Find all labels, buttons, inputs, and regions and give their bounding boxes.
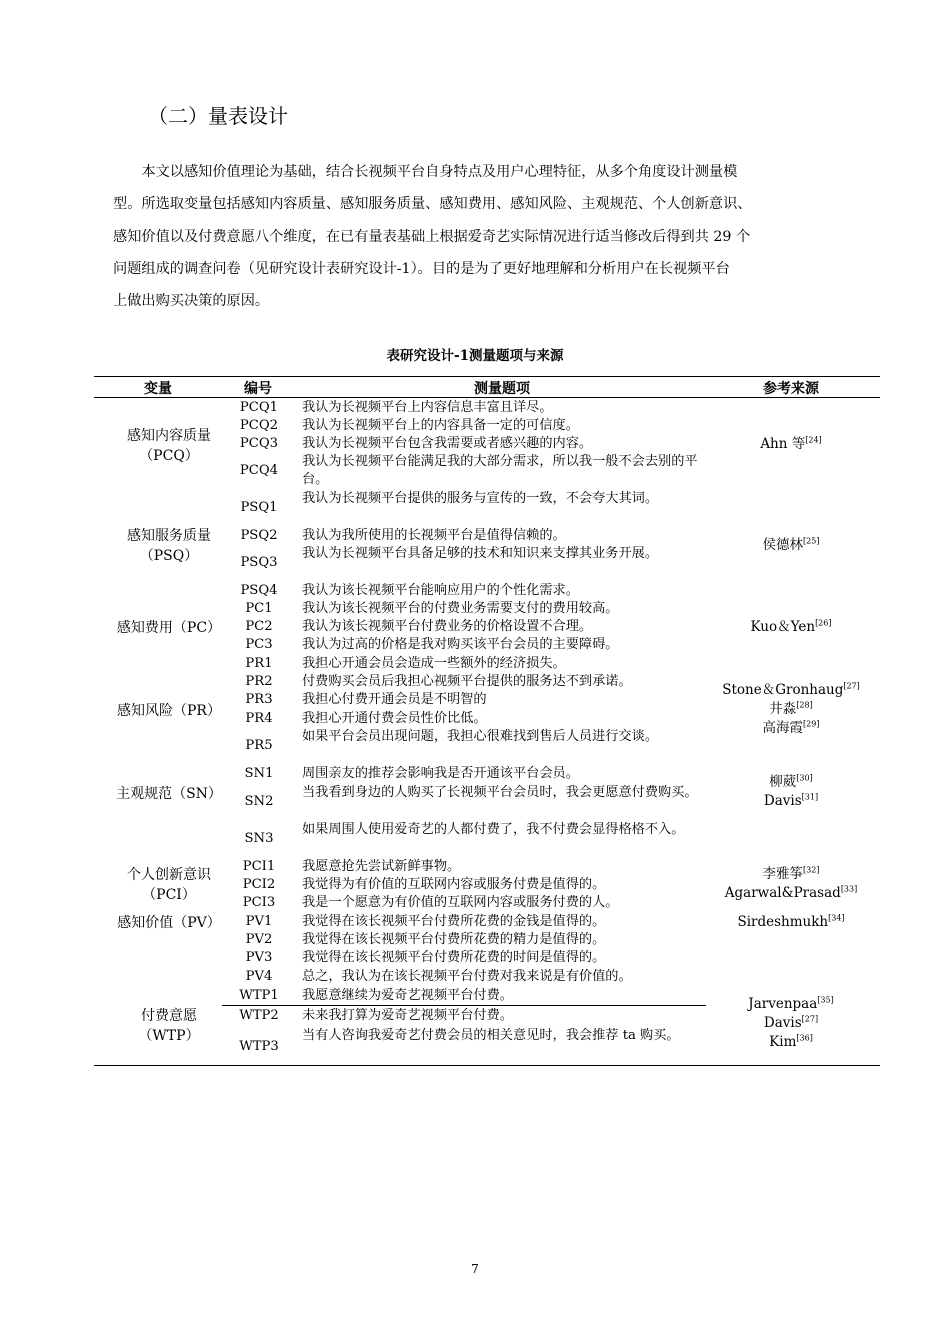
variable-wtp: [94, 1006, 244, 1046]
paragraph-line: 型。所选取变量包括感知内容质量、感知服务质量、感知费用、感知风险、主观规范、个人创新意识、: [113, 196, 752, 213]
source-wtp: [706, 995, 876, 1052]
variable-name: 感知内容质量: [127, 428, 211, 444]
item-code: PSQ3: [240, 555, 278, 570]
item-code: SN1: [244, 766, 274, 781]
variable-abbr: （PCI）: [142, 887, 196, 903]
source-pci: [706, 865, 876, 903]
item-text: 我担心开通会员会造成一些额外的经济损失。: [302, 656, 566, 671]
item-text: 我认为长视频平台上的内容具备一定的可信度。: [302, 418, 579, 433]
header-code: 编号: [244, 381, 272, 397]
variable-name: 感知风险（PR）: [117, 703, 221, 719]
source-name: Jarvenpaa: [748, 996, 818, 1012]
variable-pr: [94, 701, 244, 721]
item-text: 我认为长视频平台具备足够的技术和知识来支撑其业务开展。: [302, 546, 659, 561]
item-code: PCQ4: [239, 463, 279, 478]
item-text: 我觉得为有价值的互联网内容或服务付费是值得的。: [302, 877, 606, 892]
item-text: 如果平台会员出现问题，我担心很难找到售后人员进行交谈。: [302, 729, 659, 744]
wtp-separator: [222, 1005, 706, 1006]
item-code: PC1: [245, 601, 273, 616]
source-pr: [706, 681, 876, 738]
item-code: WTP1: [239, 988, 279, 1003]
item-text: 当有人咨询我爱奇艺付费会员的相关意见时，我会推荐 ta 购买。: [302, 1028, 680, 1043]
item-text: 我认为长视频平台包含我需要或者感兴趣的内容。: [302, 436, 593, 451]
item-code: PV4: [245, 969, 273, 984]
measurement-table: [94, 376, 880, 1066]
section-heading: （二）量表设计: [148, 104, 288, 128]
item-code: PR2: [245, 674, 273, 689]
source-name: Agarwal&Prasad: [724, 885, 841, 901]
header-item: 测量题项: [474, 381, 530, 397]
variable-pv: [94, 913, 244, 933]
source-name: Kim: [769, 1034, 797, 1050]
source-name: Sirdeshmukh: [737, 914, 829, 930]
item-code: WTP2: [239, 1008, 279, 1023]
item-code: PCI1: [242, 859, 276, 874]
table-caption: 表研究设计-1测量题项与来源: [386, 348, 564, 364]
variable-name: 付费意愿: [141, 1008, 197, 1024]
variable-abbr: （WTP）: [138, 1028, 200, 1044]
item-code: PR5: [245, 738, 273, 753]
item-text: 我认为长视频平台提供的服务与宣传的一致，不会夸大其词。: [302, 491, 659, 506]
source-pc: [706, 618, 876, 637]
paragraph-line: 本文以感知价值理论为基础，结合长视频平台自身特点及用户心理特征，从多个角度设计测量模: [113, 164, 738, 180]
citation: [30]: [796, 773, 813, 783]
item-text: 总之，我认为在该长视频平台付费对我来说是有价值的。: [302, 969, 632, 984]
item-text: 我觉得在该长视频平台付费所花费的精力是值得的。: [302, 932, 606, 947]
item-code: PCQ2: [239, 418, 279, 433]
variable-psq: [94, 526, 244, 566]
item-code: PSQ1: [240, 500, 278, 515]
item-text: 我是一个愿意为有价值的互联网内容或服务付费的人。: [302, 895, 619, 910]
item-code: PCI2: [242, 877, 276, 892]
citation: [24]: [805, 435, 822, 445]
variable-name: 个人创新意识: [127, 867, 211, 883]
item-text: 周围亲友的推荐会影响我是否开通该平台会员。: [302, 766, 579, 781]
item-code: PR3: [245, 692, 273, 707]
item-text: 我愿意继续为爱奇艺视频平台付费。: [302, 988, 513, 1003]
header-rule: [94, 397, 880, 398]
item-code: PSQ4: [240, 583, 278, 598]
citation: [36]: [796, 1033, 813, 1043]
item-code: PC2: [245, 619, 273, 634]
citation: [31]: [801, 792, 819, 802]
item-code: PV1: [245, 914, 273, 929]
paragraph-line: 上做出购买决策的原因。: [113, 293, 270, 310]
body-paragraph: [113, 156, 873, 317]
source-name: 高海霞: [762, 720, 804, 736]
variable-abbr: （PCQ）: [139, 448, 199, 464]
source-name: Kuo＆Yen: [750, 619, 816, 635]
item-text: 当我看到身边的人购买了长视频平台会员时，我会更愿意付费购买。: [302, 785, 698, 800]
item-code: PCQ1: [239, 400, 279, 415]
paragraph-line: 感知价值以及付费意愿八个维度，在已有量表基础上根据爱奇艺实际情况进行适当修改后得到共 29 个: [113, 228, 751, 245]
variable-name: 感知价值（PV）: [117, 915, 221, 931]
item-text: 我担心开通付费会员性价比低。: [302, 711, 487, 726]
item-text: 我认为该长视频平台能响应用户的个性化需求。: [302, 583, 579, 598]
item-code: PR1: [245, 656, 273, 671]
citation: [27]: [843, 681, 860, 691]
item-code: SN3: [244, 831, 274, 846]
source-name: Stone＆Gronhaug: [722, 682, 844, 698]
source-name: Ahn 等: [760, 436, 806, 452]
variable-abbr: （PSQ）: [139, 548, 199, 564]
source-name: 柳葳: [769, 774, 797, 790]
source-pv: [706, 913, 876, 932]
item-text: 我认为我所使用的长视频平台是值得信赖的。: [302, 528, 566, 543]
item-code: PC3: [245, 637, 273, 652]
item-text: 我认为过高的价格是我对购买该平台会员的主要障碍。: [302, 637, 619, 652]
item-text: 我认为该长视频平台付费业务的价格设置不合理。: [302, 619, 593, 634]
source-pcq: [706, 435, 876, 454]
paragraph-line: 问题组成的调查问卷（见研究设计表研究设计-1）。目的是为了更好地理解和分析用户在长视频平台: [113, 260, 730, 277]
item-text: 付费购买会员后我担心视频平台提供的服务达不到承诺。: [302, 674, 632, 689]
item-text: 未来我打算为爱奇艺视频平台付费。: [302, 1008, 513, 1023]
variable-name: 感知费用（PC）: [116, 620, 222, 636]
item-code: PV2: [245, 932, 273, 947]
item-text: 我认为该长视频平台的付费业务需要支付的费用较高。: [302, 601, 619, 616]
item-text: 我愿意抢先尝试新鲜事物。: [302, 859, 461, 874]
variable-name: 主观规范（SN）: [116, 786, 222, 802]
variable-pci: [94, 865, 244, 905]
header-variable: 变量: [144, 381, 172, 397]
source-name: Davis: [763, 793, 802, 809]
item-code: PV3: [245, 950, 273, 965]
item-text: 我认为长视频平台能满足我的大部分需求，所以我一般不会去别的平台。: [302, 454, 698, 487]
citation: [33]: [840, 884, 858, 894]
item-code: WTP3: [239, 1039, 279, 1054]
item-code: SN2: [244, 794, 274, 809]
item-text: 我担心付费开通会员是不明智的: [302, 692, 487, 707]
citation: [25]: [803, 536, 820, 546]
page-number: 7: [471, 1262, 479, 1276]
source-name: 李雅筝: [762, 866, 804, 882]
citation: [32]: [803, 865, 820, 875]
item-text: 我觉得在该长视频平台付费所花费的金钱是值得的。: [302, 914, 606, 929]
variable-pc: [94, 618, 244, 638]
citation: [27]: [801, 1014, 819, 1024]
source-name: Davis: [763, 1015, 802, 1031]
variable-pcq: [94, 426, 244, 466]
variable-sn: [94, 784, 244, 804]
source-name: 侯德林: [762, 537, 804, 553]
header-source: 参考来源: [763, 381, 819, 397]
citation: [26]: [815, 618, 832, 628]
citation: [34]: [828, 913, 845, 923]
source-name: 井淼: [769, 701, 797, 717]
item-code: PSQ2: [240, 528, 278, 543]
citation: [29]: [803, 719, 820, 729]
citation: [35]: [817, 995, 834, 1005]
source-sn: [706, 773, 876, 811]
item-text: 我觉得在该长视频平台付费所花费的时间是值得的。: [302, 950, 606, 965]
item-text: 如果周围人使用爱奇艺的人都付费了，我不付费会显得格格不入。: [302, 822, 685, 837]
item-code: PCI3: [242, 895, 276, 910]
item-code: PR4: [245, 711, 273, 726]
source-psq: [706, 536, 876, 555]
citation: [28]: [796, 700, 813, 710]
variable-name: 感知服务质量: [127, 528, 211, 544]
item-code: PCQ3: [239, 436, 279, 451]
item-text: 我认为长视频平台上内容信息丰富且详尽。: [302, 400, 553, 415]
